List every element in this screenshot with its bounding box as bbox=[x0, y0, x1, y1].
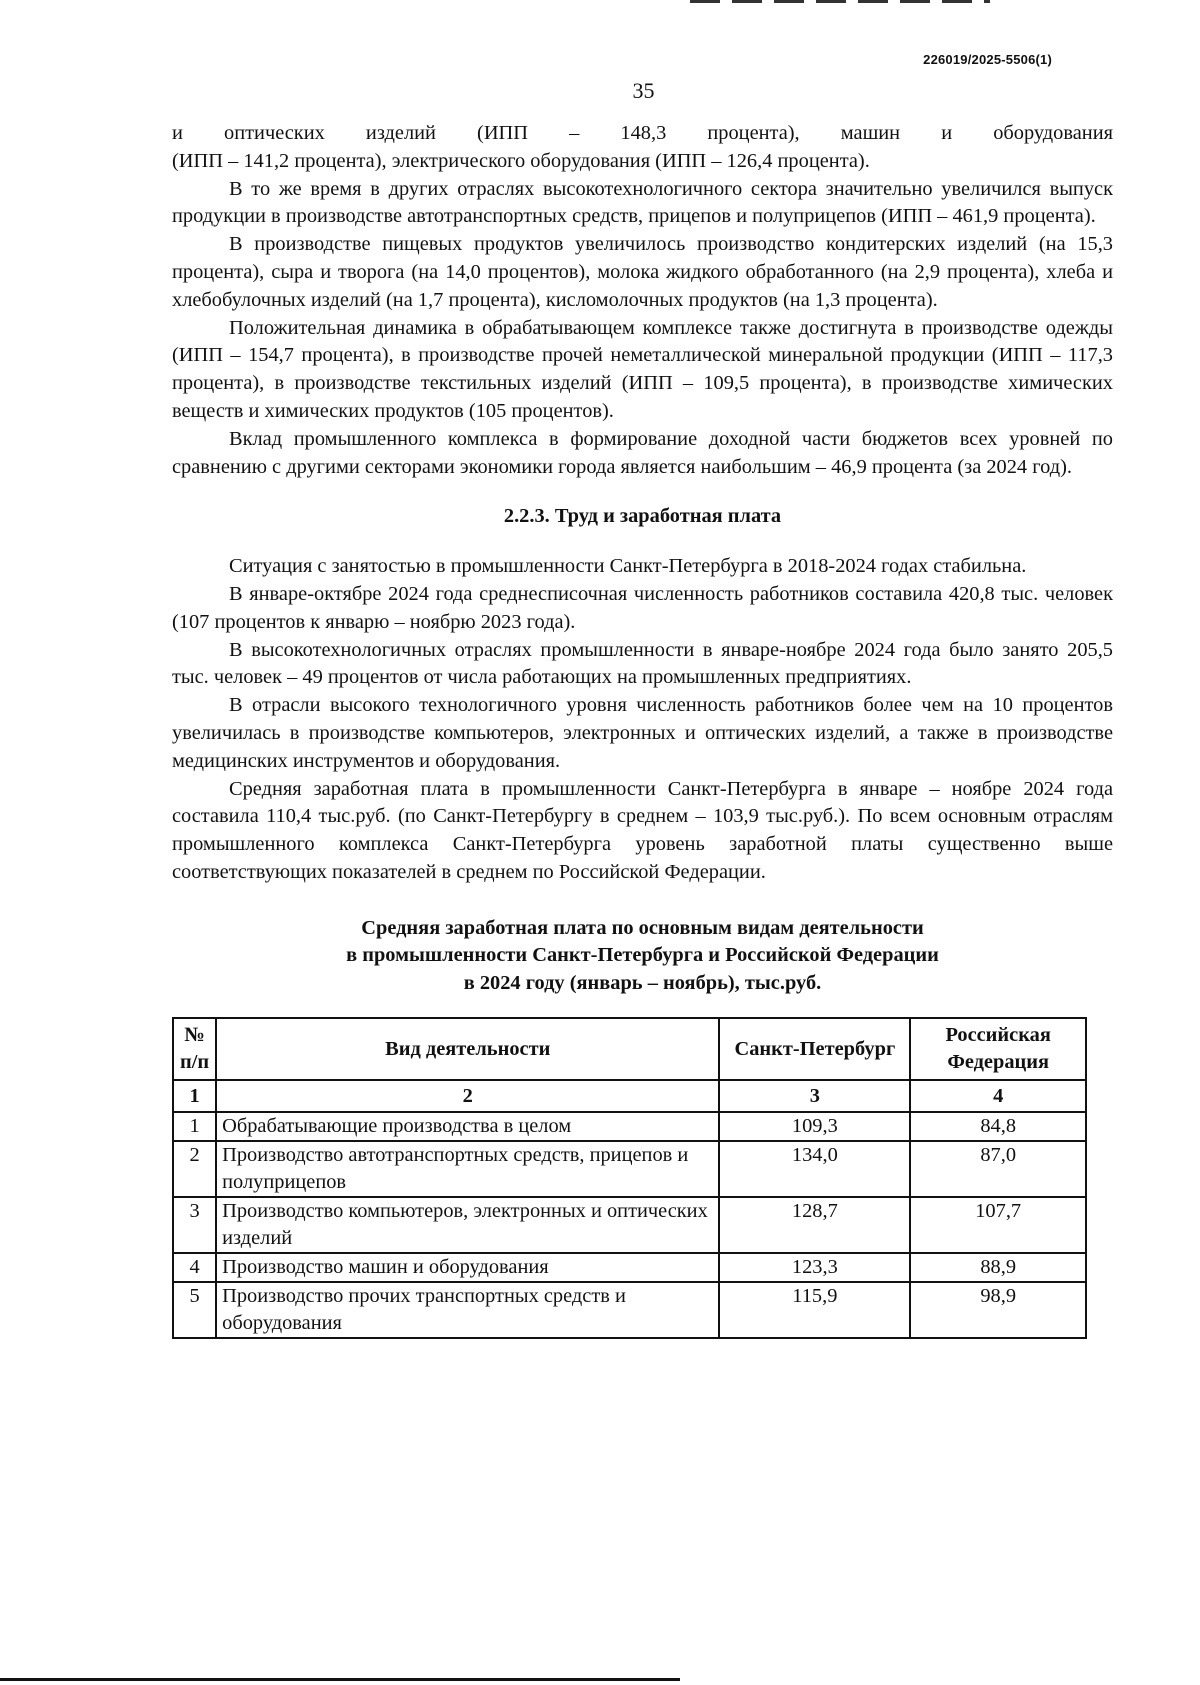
wage-table bbox=[172, 1017, 1087, 1339]
page-number: 35 bbox=[632, 78, 655, 103]
document-body bbox=[172, 120, 1113, 1339]
paragraph: В то же время в других отраслях высокотехнологичного сектора значительно увеличился выпуск продукции в производстве автотранспортных средств, прицепов и полуприцепов (ИПП – 461,9 процента). bbox=[172, 177, 1113, 228]
section-heading: 2.2.3. Труд и заработная плата bbox=[503, 505, 782, 528]
table-title bbox=[172, 887, 1113, 1018]
row-number: 1 bbox=[173, 1112, 216, 1141]
paragraph: Положительная динамика в обрабатывающем комплексе также достигнута в производстве одежды (ИПП – 154,7 процента), в производстве прочей неметаллической минеральной продукции (ИПП – 117,3 процента), в производстве текстильных изделий (ИПП – 109,5 процента), в производстве химических веществ и химических продуктов (105 процентов). bbox=[172, 316, 1113, 422]
table-row bbox=[173, 1141, 1086, 1197]
header-spb: Санкт-Петербург bbox=[719, 1018, 910, 1080]
header-number: № п/п bbox=[173, 1018, 216, 1080]
scan-edge-line bbox=[0, 1678, 680, 1681]
row-number: 2 bbox=[173, 1141, 216, 1197]
row-rf-value: 98,9 bbox=[910, 1282, 1086, 1338]
header-rf: Российская Федерация bbox=[910, 1018, 1086, 1080]
paragraph: В производстве пищевых продуктов увеличилось производство кондитерских изделий (на 15,3 процента), сыра и творога (на 14,0 процентов), молока жидкого обработанного (на 2,9 процента), хлеба и хлебобулочных изделий (на 1,7 процента), кисломолочных продуктов (на 1,3 процента). bbox=[172, 233, 1113, 311]
row-activity: Обрабатывающие производства в целом bbox=[216, 1112, 719, 1141]
row-spb-value: 128,7 bbox=[719, 1197, 910, 1253]
table-title-line: Средняя заработная плата по основным видам деятельности bbox=[361, 916, 924, 939]
row-number: 5 bbox=[173, 1282, 216, 1338]
table-row bbox=[173, 1253, 1086, 1282]
column-number: 2 bbox=[216, 1080, 719, 1112]
scan-edge-mark bbox=[690, 0, 990, 3]
paragraph: В отрасли высокого технологичного уровня численность работников более чем на 10 процентов увеличилась в производстве компьютеров, электронных и оптических изделий, а также в производстве медицинских инструментов и оборудования. bbox=[172, 694, 1113, 772]
row-spb-value: 109,3 bbox=[719, 1112, 910, 1141]
table-header-row bbox=[173, 1018, 1086, 1080]
row-rf-value: 107,7 bbox=[910, 1197, 1086, 1253]
column-number: 1 bbox=[173, 1080, 216, 1112]
paragraph: и оптических изделий (ИПП – 148,3 процента), машин и оборудования bbox=[172, 122, 1113, 144]
paragraph: В высокотехнологичных отраслях промышленности в январе-ноябре 2024 года было занято 205,5 тыс. человек – 49 процентов от числа работающих на промышленных предприятиях. bbox=[172, 638, 1113, 689]
row-activity: Производство компьютеров, электронных и оптических изделий bbox=[216, 1197, 719, 1253]
row-spb-value: 123,3 bbox=[719, 1253, 910, 1282]
row-number: 4 bbox=[173, 1253, 216, 1282]
table-row bbox=[173, 1197, 1086, 1253]
table-title-line: в 2024 году (январь – ноябрь), тыс.руб. bbox=[463, 971, 822, 994]
row-activity: Производство автотранспортных средств, прицепов и полуприцепов bbox=[216, 1141, 719, 1197]
paragraph: Вклад промышленного комплекса в формирование доходной части бюджетов всех уровней по сравнению с другими секторами экономики города является наибольшим – 46,9 процента (за 2024 год). bbox=[172, 427, 1113, 478]
table-row bbox=[173, 1282, 1086, 1338]
row-rf-value: 88,9 bbox=[910, 1253, 1086, 1282]
table-row bbox=[173, 1112, 1086, 1141]
table-column-numbers-row bbox=[173, 1080, 1086, 1112]
row-spb-value: 134,0 bbox=[719, 1141, 910, 1197]
row-activity: Производство машин и оборудования bbox=[216, 1253, 719, 1282]
row-number: 3 bbox=[173, 1197, 216, 1253]
paragraph: В январе-октябре 2024 года среднесписочная численность работников составила 420,8 тыс. человек (107 процентов к январю – ноябрю 2023 года). bbox=[172, 582, 1113, 633]
paragraph: Средняя заработная плата в промышленности Санкт-Петербурга в январе – ноябре 2024 года составила 110,4 тыс.руб. (по Санкт-Петербургу в среднем – 103,9 тыс.руб.). По всем основным отраслям промышленного комплекса Санкт-Петербурга уровень заработной платы существенно выше соответствующих показателей в среднем по Российской Федерации. bbox=[172, 777, 1113, 883]
row-rf-value: 84,8 bbox=[910, 1112, 1086, 1141]
paragraph: (ИПП – 141,2 процента), электрического оборудования (ИПП – 126,4 процента). bbox=[172, 149, 870, 172]
header-activity: Вид деятельности bbox=[216, 1018, 719, 1080]
paragraph: Ситуация с занятостью в промышленности Санкт-Петербурга в 2018-2024 годах стабильна. bbox=[229, 555, 1027, 578]
row-spb-value: 115,9 bbox=[719, 1282, 910, 1338]
table-title-line: в промышленности Санкт-Петербурга и Российской Федерации bbox=[346, 944, 939, 967]
document-registration-number: 226019/2025-5506(1) bbox=[923, 52, 1052, 67]
row-rf-value: 87,0 bbox=[910, 1141, 1086, 1197]
column-number: 4 bbox=[910, 1080, 1086, 1112]
row-activity: Производство прочих транспортных средств и оборудования bbox=[216, 1282, 719, 1338]
column-number: 3 bbox=[719, 1080, 910, 1112]
